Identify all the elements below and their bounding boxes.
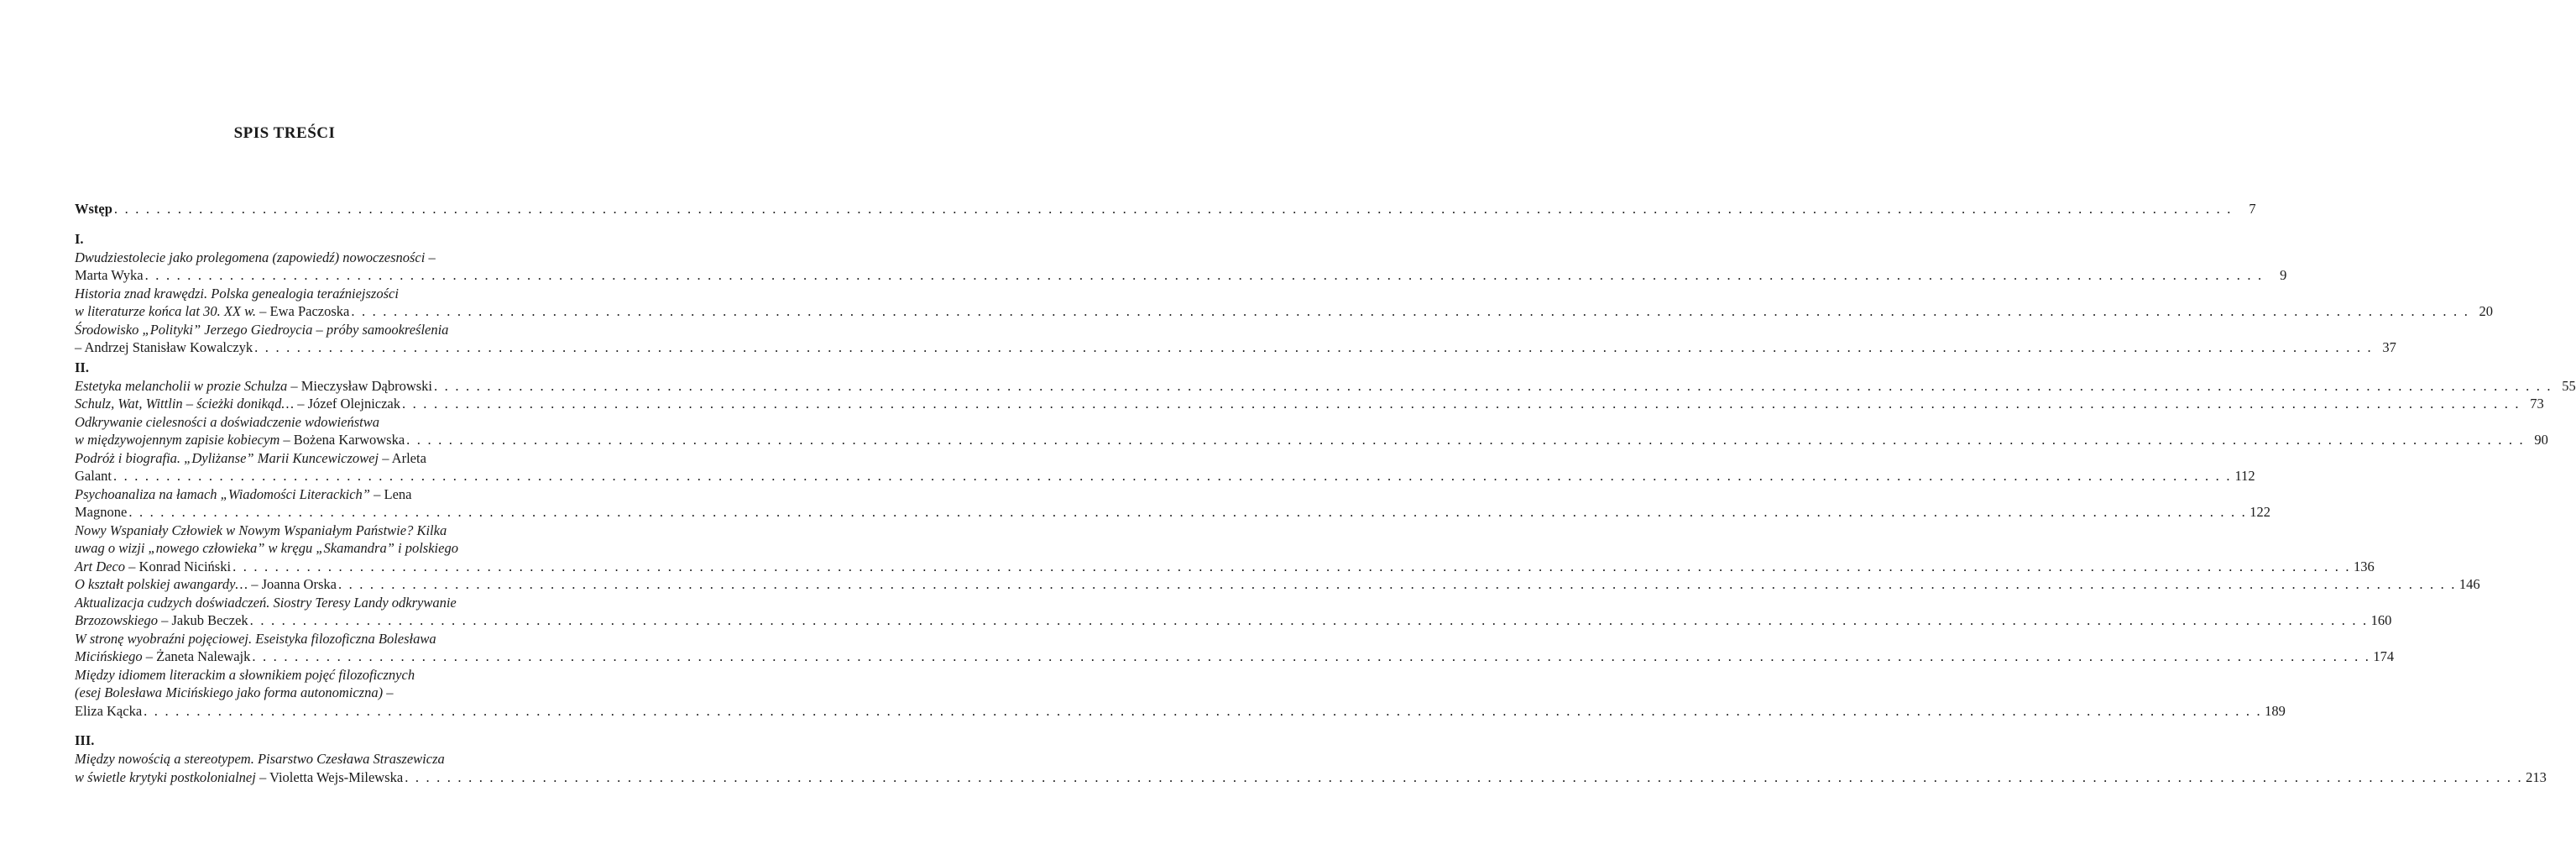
leader-dots: . . . . . . . . . . . . . . . . . . . . . . . . . . . . . . . . . . . . . . . . . . . . . . . . . . . . . . . . . . . . . . . . . . . . . . . . . . . . . . . . . . . . . . . . . . . . . . . . . . . . . . . . . . . . . . . . . . . . . . . . . . . . . . . . . . . . . . . . . . . . . . . . . . . . . . . . . . . . . . . . . . . . . . . . . . . . . . . . . . . . . . . . . . . . . . . . . . . . . . . . <box>254 339 2373 355</box>
entry-author: – Violetta Wejs-Milewska <box>255 768 404 785</box>
leader-dots: . . . . . . . . . . . . . . . . . . . . . . . . . . . . . . . . . . . . . . . . . . . . . . . . . . . . . . . . . . . . . . . . . . . . . . . . . . . . . . . . . . . . . . . . . . . . . . . . . . . . . . . . . . . . . . . . . . . . . . . . . . . . . . . . . . . . . . . . . . . . . . . . . . . . . . . . . . . . . . . . . . . . . . . . . . . . . . . . . . . . . . . . . . . . . . . . . . . . . . . . <box>128 504 2248 520</box>
toc-entry[interactable] <box>75 321 2396 357</box>
entry-title-italic: Nowy Wspaniały Człowiek w Nowym Wspaniałym Państwie? Kilka <box>75 522 447 538</box>
entry-title-italic: Dwudziestolecie jako prolegomena (zapowiedź) nowoczesności <box>75 249 426 265</box>
toc-entry-line <box>75 321 504 339</box>
page-number: 213 <box>2526 768 2547 785</box>
entry-author: – Ewa Paczoska <box>256 303 350 319</box>
entry-title-italic: Odkrywanie cielesności a doświadczenie wdowieństwa <box>75 413 379 430</box>
toc-entry-title <box>75 702 142 721</box>
entry-author: – Józef Olejniczak <box>294 396 400 412</box>
toc-entry-wstep[interactable] <box>75 200 2256 218</box>
toc-entry-last-line <box>75 575 2480 594</box>
toc-entry-last-line <box>75 768 2547 787</box>
entry-text: – <box>425 249 436 265</box>
toc-entry-line <box>75 630 504 648</box>
page-number: 122 <box>2249 504 2271 520</box>
toc-entry-title <box>75 302 349 321</box>
toc-entry-last-line <box>75 558 2375 576</box>
entry-author: – Joanna Orska <box>248 576 337 592</box>
toc-entry[interactable] <box>75 522 2375 576</box>
leader-dots: . . . . . . . . . . . . . . . . . . . . . . . . . . . . . . . . . . . . . . . . . . . . . . . . . . . . . . . . . . . . . . . . . . . . . . . . . . . . . . . . . . . . . . . . . . . . . . . . . . . . . . . . . . . . . . . . . . . . . . . . . . . . . . . . . . . . . . . . . . . . . . . . . . . . . . . . . . . . . . . . . . . . . . . . . . . . . . . . . . . . . . . . . . . . . . . . . . . . . . . . <box>113 201 2233 217</box>
entry-text: – Arleta <box>379 449 426 466</box>
table-of-contents <box>75 200 2576 786</box>
toc-entry-last-line <box>75 648 2395 666</box>
toc-entry-line <box>75 666 504 684</box>
entry-title-italic: Micińskiego <box>75 648 143 664</box>
toc-entry[interactable] <box>75 666 2286 721</box>
toc-entry-last-line <box>75 702 2286 721</box>
toc-entry-line <box>75 684 504 702</box>
entry-title-italic: Psychoanaliza na łamach „Wiadomości Literackich” <box>75 485 370 502</box>
entry-author: Magnone <box>75 504 128 520</box>
toc-entry-title <box>75 768 403 787</box>
toc-sections <box>75 230 2576 787</box>
entry-author: Marta Wyka <box>75 267 144 283</box>
leader-dots: . . . . . . . . . . . . . . . . . . . . . . . . . . . . . . . . . . . . . . . . . . . . . . . . . . . . . . . . . . . . . . . . . . . . . . . . . . . . . . . . . . . . . . . . . . . . . . . . . . . . . . . . . . . . . . . . . . . . . . . . . . . . . . . . . . . . . . . . . . . . . . . . . . . . . . . . . . . . . . . . . . . . . . . . . . . . . . . . . . . . . . . . . . . . . . . . . . . . . . . . <box>144 702 2262 719</box>
toc-entry-title <box>75 395 400 413</box>
entry-author: – Konrad Niciński <box>125 558 232 574</box>
entry-author: Eliza Kącka <box>75 702 143 719</box>
section-heading: I. <box>75 230 84 247</box>
section-heading: III. <box>75 732 95 748</box>
entry-author: – Jakub Beczek <box>158 612 248 628</box>
toc-entry-last-line <box>75 503 2271 522</box>
toc-entry-last-line <box>75 338 2396 357</box>
entry-title-italic: Brzozowskiego <box>75 612 158 628</box>
entry-title-italic: O kształt polskiej awangardy… <box>75 576 248 592</box>
toc-entry-title <box>75 503 127 522</box>
page-number: 112 <box>2234 468 2255 484</box>
toc-entry-last-line <box>75 611 2392 630</box>
toc-entry-line <box>75 539 504 558</box>
toc-entry[interactable] <box>75 575 2480 594</box>
toc-entry-last-line <box>75 431 2548 449</box>
toc-entry-title <box>75 431 405 449</box>
toc-entry-title <box>75 338 253 357</box>
entry-title-italic: w świetle krytyki postkolonialnej <box>75 768 256 785</box>
toc-entry-last-line <box>75 377 2576 396</box>
toc-entry[interactable] <box>75 485 2271 522</box>
entry-title-italic: Aktualizacja cudzych doświadczeń. Siostry Teresy Landy odkrywanie <box>75 594 457 611</box>
toc-entry-last-line <box>75 395 2544 413</box>
toc-entry-line <box>75 594 504 612</box>
toc-entry-line <box>75 285 504 303</box>
leader-dots: . . . . . . . . . . . . . . . . . . . . . . . . . . . . . . . . . . . . . . . . . . . . . . . . . . . . . . . . . . . . . . . . . . . . . . . . . . . . . . . . . . . . . . . . . . . . . . . . . . . . . . . . . . . . . . . . . . . . . . . . . . . . . . . . . . . . . . . . . . . . . . . . . . . . . . . . . . . . . . . . . . . . . . . . . . . . . . . . . . . . . . . . . . . . . . . . . . . . . . . . <box>351 303 2470 319</box>
toc-entry-title <box>75 377 432 396</box>
toc-entry-line <box>75 413 504 432</box>
page-number: 160 <box>2370 612 2392 628</box>
page-number: 174 <box>2373 648 2395 664</box>
entry-author: – Bożena Karwowska <box>280 432 405 448</box>
page-number: 37 <box>2382 339 2396 355</box>
toc-entry-line <box>75 249 504 267</box>
page-number: 55 <box>2562 377 2576 394</box>
entry-title-italic: Historia znad krawędzi. Polska genealogia teraźniejszości <box>75 285 399 302</box>
toc-entry-last-line <box>75 266 2287 285</box>
leader-dots: . . . . . . . . . . . . . . . . . . . . . . . . . . . . . . . . . . . . . . . . . . . . . . . . . . . . . . . . . . . . . . . . . . . . . . . . . . . . . . . . . . . . . . . . . . . . . . . . . . . . . . . . . . . . . . . . . . . . . . . . . . . . . . . . . . . . . . . . . . . . . . . . . . . . . . . . . . . . . . . . . . . . . . . . . . . . . . . . . . . . . . . . . . . . . . . . . . . . . . . . <box>233 558 2351 574</box>
toc-entry-line <box>75 485 504 504</box>
page-number: 90 <box>2534 432 2548 448</box>
entry-title-italic: Art Deco <box>75 558 126 574</box>
page-number: 20 <box>2479 303 2494 319</box>
entry-text: – Lena <box>369 485 412 502</box>
leader-dots: . . . . . . . . . . . . . . . . . . . . . . . . . . . . . . . . . . . . . . . . . . . . . . . . . . . . . . . . . . . . . . . . . . . . . . . . . . . . . . . . . . . . . . . . . . . . . . . . . . . . . . . . . . . . . . . . . . . . . . . . . . . . . . . . . . . . . . . . . . . . . . . . . . . . . . . . . . . . . . . . . . . . . . . . . . . . . . . . . . . . . . . . . . . . . . . . . . . . . . . . <box>337 576 2457 592</box>
toc-entry[interactable] <box>75 630 2395 666</box>
toc-entry[interactable] <box>75 377 2576 396</box>
entry-title-italic: Schulz, Wat, Wittlin – ścieżki donikąd… <box>75 396 295 412</box>
entry-title-italic: uwag o wizji „nowego człowieka” w kręgu „Skamandra” i polskiego <box>75 540 458 556</box>
toc-entry[interactable] <box>75 750 2547 786</box>
toc-entry-title <box>75 648 250 666</box>
page-number: 9 <box>2280 267 2287 283</box>
toc-entry-last-line <box>75 467 2255 485</box>
leader-dots: . . . . . . . . . . . . . . . . . . . . . . . . . . . . . . . . . . . . . . . . . . . . . . . . . . . . . . . . . . . . . . . . . . . . . . . . . . . . . . . . . . . . . . . . . . . . . . . . . . . . . . . . . . . . . . . . . . . . . . . . . . . . . . . . . . . . . . . . . . . . . . . . . . . . . . . . . . . . . . . . . . . . . . . . . . . . . . . . . . . . . . . . . . . . . . . . . . . . . . . . <box>402 396 2521 412</box>
leader-dots: . . . . . . . . . . . . . . . . . . . . . . . . . . . . . . . . . . . . . . . . . . . . . . . . . . . . . . . . . . . . . . . . . . . . . . . . . . . . . . . . . . . . . . . . . . . . . . . . . . . . . . . . . . . . . . . . . . . . . . . . . . . . . . . . . . . . . . . . . . . . . . . . . . . . . . . . . . . . . . . . . . . . . . . . . . . . . . . . . . . . . . . . . . . . . . . . . . . . . . . . <box>405 768 2523 785</box>
entry-title-italic: Środowisko „Polityki” Jerzego Giedroycia – próby samookreślenia <box>75 321 449 338</box>
toc-entry-title: Wstęp <box>75 201 112 217</box>
toc-entry[interactable] <box>75 594 2392 630</box>
entry-title-italic: Estetyka melancholii w prozie Schulza <box>75 377 288 394</box>
toc-entry-title <box>75 467 112 485</box>
entry-author: – Mieczysław Dąbrowski <box>287 377 433 394</box>
entry-author: – Żaneta Nalewajk <box>142 648 251 664</box>
toc-entry[interactable] <box>75 449 2255 485</box>
page-number: 73 <box>2530 396 2544 412</box>
toc-entry-line <box>75 449 504 468</box>
leader-dots: . . . . . . . . . . . . . . . . . . . . . . . . . . . . . . . . . . . . . . . . . . . . . . . . . . . . . . . . . . . . . . . . . . . . . . . . . . . . . . . . . . . . . . . . . . . . . . . . . . . . . . . . . . . . . . . . . . . . . . . . . . . . . . . . . . . . . . . . . . . . . . . . . . . . . . . . . . . . . . . . . . . . . . . . . . . . . . . . . . . . . . . . . . . . . . . . . . . . . . . . <box>144 267 2264 283</box>
entry-title-italic: Podróż i biografia. „Dyliżanse” Marii Kuncewiczowej <box>75 449 379 466</box>
page-number: 136 <box>2354 558 2375 574</box>
leader-dots: . . . . . . . . . . . . . . . . . . . . . . . . . . . . . . . . . . . . . . . . . . . . . . . . . . . . . . . . . . . . . . . . . . . . . . . . . . . . . . . . . . . . . . . . . . . . . . . . . . . . . . . . . . . . . . . . . . . . . . . . . . . . . . . . . . . . . . . . . . . . . . . . . . . . . . . . . . . . . . . . . . . . . . . . . . . . . . . . . . . . . . . . . . . . . . . . . . . . . . . . <box>434 377 2552 394</box>
toc-entry-line <box>75 750 504 768</box>
toc-entry-line <box>75 522 504 540</box>
entry-title-italic: w międzywojennym zapisie kobiecym <box>75 432 280 448</box>
toc-entry[interactable] <box>75 285 2494 321</box>
toc-entry[interactable] <box>75 249 2287 285</box>
leader-dots: . . . . . . . . . . . . . . . . . . . . . . . . . . . . . . . . . . . . . . . . . . . . . . . . . . . . . . . . . . . . . . . . . . . . . . . . . . . . . . . . . . . . . . . . . . . . . . . . . . . . . . . . . . . . . . . . . . . . . . . . . . . . . . . . . . . . . . . . . . . . . . . . . . . . . . . . . . . . . . . . . . . . . . . . . . . . . . . . . . . . . . . . . . . . . . . . . . . . . . . . <box>406 432 2525 448</box>
toc-entry-title <box>75 575 337 594</box>
entry-text: – <box>383 684 394 700</box>
toc-entry-last-line <box>75 302 2494 321</box>
entry-title-italic: (esej Bolesława Micińskiego jako forma autonomiczna) <box>75 684 384 700</box>
toc-entry-title <box>75 611 248 630</box>
page-number: 189 <box>2265 702 2286 719</box>
entry-author: – Andrzej Stanisław Kowalczyk <box>75 339 253 355</box>
entry-title-italic: w literaturze końca lat 30. XX w. <box>75 303 257 319</box>
page-number: 146 <box>2458 576 2480 592</box>
toc-entry[interactable] <box>75 395 2544 413</box>
entry-title-italic: W stronę wyobraźni pojęciowej. Eseistyka filozoficzna Bolesława <box>75 630 436 647</box>
section-heading: II. <box>75 359 89 375</box>
page-number: 7 <box>2249 201 2256 217</box>
leader-dots: . . . . . . . . . . . . . . . . . . . . . . . . . . . . . . . . . . . . . . . . . . . . . . . . . . . . . . . . . . . . . . . . . . . . . . . . . . . . . . . . . . . . . . . . . . . . . . . . . . . . . . . . . . . . . . . . . . . . . . . . . . . . . . . . . . . . . . . . . . . . . . . . . . . . . . . . . . . . . . . . . . . . . . . . . . . . . . . . . . . . . . . . . . . . . . . . . . . . . . . . <box>249 612 2369 628</box>
toc-entry[interactable] <box>75 413 2548 449</box>
page-title: SPIS TREŚCI <box>233 124 336 142</box>
entry-title-italic: Między nowością a stereotypem. Pisarstwo Czesława Straszewicza <box>75 751 445 767</box>
entry-author: Galant <box>75 468 112 484</box>
entry-title-italic: Między idiomem literackim a słownikiem pojęć filozoficznych <box>75 666 415 683</box>
leader-dots: . . . . . . . . . . . . . . . . . . . . . . . . . . . . . . . . . . . . . . . . . . . . . . . . . . . . . . . . . . . . . . . . . . . . . . . . . . . . . . . . . . . . . . . . . . . . . . . . . . . . . . . . . . . . . . . . . . . . . . . . . . . . . . . . . . . . . . . . . . . . . . . . . . . . . . . . . . . . . . . . . . . . . . . . . . . . . . . . . . . . . . . . . . . . . . . . . . . . . . . . <box>112 468 2232 484</box>
leader-dots: . . . . . . . . . . . . . . . . . . . . . . . . . . . . . . . . . . . . . . . . . . . . . . . . . . . . . . . . . . . . . . . . . . . . . . . . . . . . . . . . . . . . . . . . . . . . . . . . . . . . . . . . . . . . . . . . . . . . . . . . . . . . . . . . . . . . . . . . . . . . . . . . . . . . . . . . . . . . . . . . . . . . . . . . . . . . . . . . . . . . . . . . . . . . . . . . . . . . . . . . <box>252 648 2371 664</box>
toc-entry-title <box>75 266 144 285</box>
toc-entry-title <box>75 558 231 576</box>
